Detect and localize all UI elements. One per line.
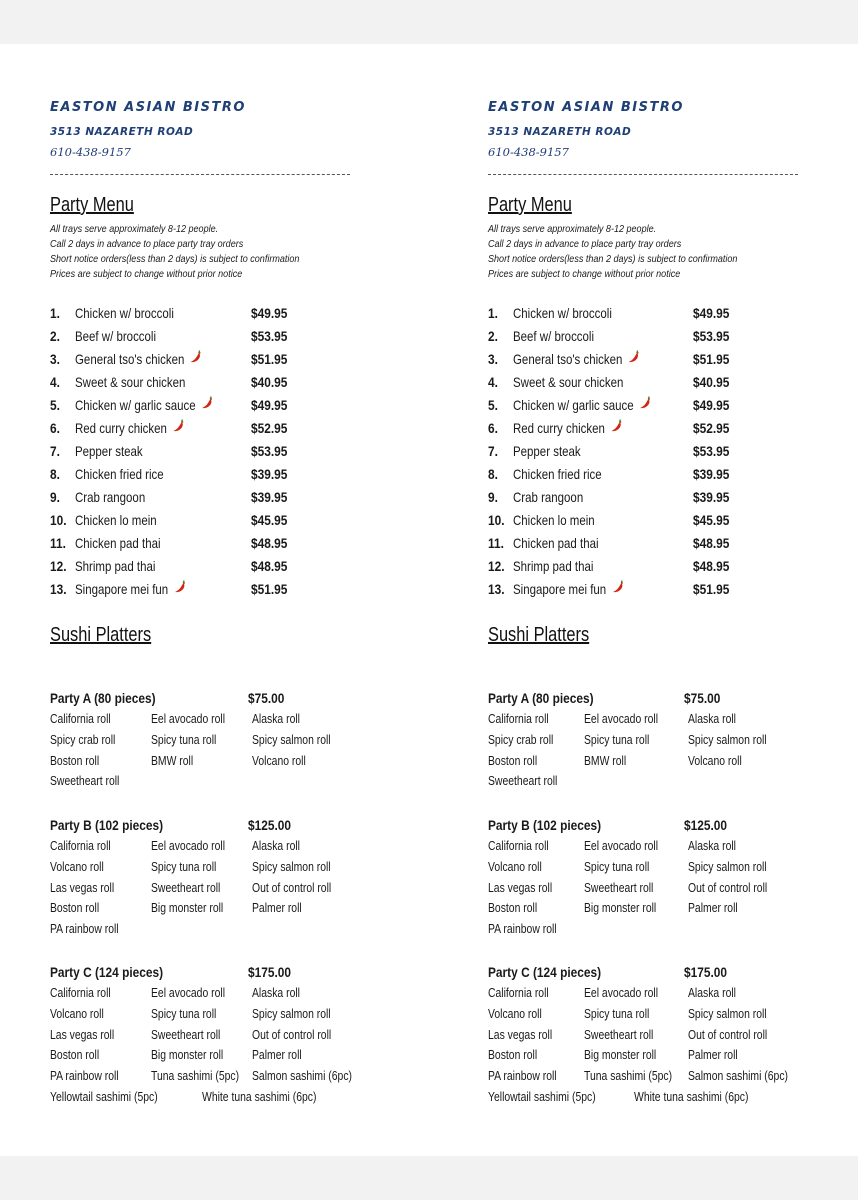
chili-pepper-icon (611, 578, 624, 601)
menu-item (488, 555, 788, 578)
item-name: Pepper steak (75, 443, 143, 459)
item-name-wrap (513, 325, 594, 348)
platter-name: Party A (80 pieces) (50, 690, 156, 706)
platter-name: Party C (124 pieces) (50, 964, 164, 980)
roll-name: Yellowtail sashimi (5pc) (488, 1088, 596, 1104)
platter-price: $75.00 (248, 690, 285, 706)
roll-name: Sweetheart roll (50, 773, 120, 789)
roll-row (488, 919, 818, 940)
item-number: 9. (488, 489, 498, 505)
roll-name: Spicy tuna roll (151, 858, 217, 874)
item-name: Chicken w/ garlic sauce (513, 397, 634, 413)
item-name-wrap (513, 509, 595, 532)
roll-name: California roll (50, 838, 111, 853)
restaurant-address: 3513 NAZARETH ROAD (488, 126, 632, 138)
item-number: 11. (488, 535, 504, 551)
menu-column-left (50, 44, 410, 1156)
roll-name: PA rainbow roll (50, 1068, 119, 1084)
note-line: All trays serve approximately 8-12 people. (488, 223, 657, 235)
roll-name: Spicy salmon roll (252, 858, 331, 874)
roll-name: PA rainbow roll (488, 921, 557, 937)
roll-row (50, 983, 380, 1004)
roll-name: Out of control roll (688, 879, 768, 895)
roll-name: Sweetheart roll (151, 1026, 221, 1042)
roll-name: Out of control roll (252, 879, 332, 895)
roll-name: Volcano roll (50, 858, 104, 874)
roll-name: Eel avocado roll (151, 711, 225, 726)
item-name: Crab rangoon (75, 489, 146, 505)
platter-header (50, 961, 380, 983)
sushi-platter (488, 814, 818, 940)
item-number: 1. (488, 305, 498, 321)
roll-name: Tuna sashimi (5pc) (584, 1068, 673, 1084)
party-menu-title: Party Menu (50, 194, 134, 216)
roll-name: Spicy salmon roll (688, 858, 767, 874)
item-number: 3. (50, 351, 60, 367)
item-name-wrap (513, 463, 602, 486)
roll-name: Eel avocado roll (151, 838, 225, 853)
roll-row (50, 1066, 380, 1087)
item-price: $49.95 (693, 305, 730, 321)
menu-item (50, 394, 350, 417)
roll-name: Spicy tuna roll (584, 858, 650, 874)
item-price: $45.95 (251, 512, 288, 528)
chili-pepper-icon (639, 394, 652, 417)
item-name-wrap (75, 394, 214, 417)
item-price: $49.95 (251, 397, 288, 413)
roll-name: Yellowtail sashimi (5pc) (50, 1088, 158, 1104)
item-number: 6. (50, 420, 60, 436)
item-name-wrap (513, 555, 593, 578)
item-name: Shrimp pad thai (75, 558, 156, 574)
dashed-divider (50, 174, 350, 175)
menu-item (488, 440, 788, 463)
roll-name: Alaska roll (252, 838, 300, 853)
roll-name: Alaska roll (252, 711, 300, 726)
roll-name: Volcano roll (252, 752, 306, 768)
item-name-wrap (75, 302, 174, 325)
item-number: 9. (50, 489, 60, 505)
roll-row (488, 751, 818, 772)
item-number: 7. (488, 443, 498, 459)
roll-name: Volcano roll (488, 1005, 542, 1021)
roll-name: Volcano roll (688, 752, 742, 768)
roll-row (50, 771, 380, 792)
roll-name: Salmon sashimi (6pc) (688, 1068, 788, 1084)
note-line: Prices are subject to change without prior notice (50, 268, 243, 280)
roll-name: Big monster roll (151, 900, 224, 916)
item-name: Beef w/ broccoli (513, 328, 595, 344)
roll-name: Eel avocado roll (584, 711, 658, 726)
platter-name: Party A (80 pieces) (488, 690, 594, 706)
note-line: Prices are subject to change without prior notice (488, 268, 681, 280)
item-number: 5. (488, 397, 498, 413)
platter-header (488, 814, 818, 836)
item-number: 1. (50, 305, 60, 321)
platter-header (488, 961, 818, 983)
sushi-platter (50, 961, 380, 1108)
roll-name: Las vegas roll (50, 1026, 115, 1042)
roll-name: Spicy tuna roll (584, 1005, 650, 1021)
item-price: $53.95 (251, 443, 288, 459)
roll-name: Boston roll (50, 1047, 100, 1063)
roll-name: Eel avocado roll (151, 985, 225, 1000)
menu-item (488, 532, 788, 555)
platter-price: $175.00 (248, 964, 292, 980)
roll-row (50, 1087, 380, 1108)
restaurant-address: 3513 NAZARETH ROAD (50, 126, 194, 138)
item-number: 2. (488, 328, 498, 344)
roll-row (50, 919, 380, 940)
menu-item (488, 348, 788, 371)
roll-row (50, 709, 380, 730)
item-name: Chicken lo mein (75, 512, 157, 528)
roll-row (488, 983, 818, 1004)
sushi-platter (488, 961, 818, 1108)
item-name: Singapore mei fun (513, 581, 607, 597)
item-price: $51.95 (251, 581, 288, 597)
item-name: Chicken pad thai (75, 535, 161, 551)
roll-row (50, 1025, 380, 1046)
menu-item (50, 555, 350, 578)
item-name-wrap (75, 371, 185, 394)
roll-name: California roll (50, 711, 111, 726)
platter-header (488, 687, 818, 709)
item-name-wrap (75, 486, 145, 509)
menu-item (50, 509, 350, 532)
item-name: Chicken pad thai (513, 535, 599, 551)
item-name-wrap (513, 417, 623, 440)
roll-row (488, 730, 818, 751)
roll-row (488, 1004, 818, 1025)
note-line: All trays serve approximately 8-12 people. (50, 223, 219, 235)
roll-name: Big monster roll (584, 1047, 657, 1063)
item-number: 8. (488, 466, 498, 482)
platter-name: Party B (102 pieces) (50, 817, 164, 833)
item-number: 11. (50, 535, 66, 551)
roll-row (488, 857, 818, 878)
platter-name: Party B (102 pieces) (488, 817, 602, 833)
item-price: $51.95 (693, 351, 730, 367)
roll-row (50, 857, 380, 878)
restaurant-phone: 610-438-9157 (50, 145, 131, 159)
roll-name: Sweetheart roll (488, 773, 558, 789)
item-price: $51.95 (693, 581, 730, 597)
item-number: 10. (488, 512, 505, 528)
roll-name: Spicy tuna roll (151, 1005, 217, 1021)
item-name: Singapore mei fun (75, 581, 169, 597)
item-price: $49.95 (251, 305, 288, 321)
roll-row (50, 1004, 380, 1025)
roll-row (50, 878, 380, 899)
menu-item (50, 486, 350, 509)
roll-name: BMW roll (151, 752, 194, 768)
platter-price: $125.00 (248, 817, 292, 833)
item-number: 10. (50, 512, 67, 528)
item-number: 4. (488, 374, 498, 390)
item-name: Beef w/ broccoli (75, 328, 157, 344)
roll-name: Eel avocado roll (584, 985, 658, 1000)
item-price: $45.95 (693, 512, 730, 528)
menu-item (488, 394, 788, 417)
item-price: $40.95 (693, 374, 730, 390)
item-price: $48.95 (251, 558, 288, 574)
party-menu-notes (50, 222, 299, 282)
roll-name: Sweetheart roll (151, 879, 221, 895)
chili-pepper-icon (189, 348, 202, 371)
item-price: $39.95 (251, 466, 288, 482)
item-price: $40.95 (251, 374, 288, 390)
item-name-wrap (513, 302, 612, 325)
menu-item (488, 417, 788, 440)
menu-column-right (488, 44, 848, 1156)
menu-item (488, 371, 788, 394)
item-name-wrap (75, 555, 155, 578)
item-name-wrap (75, 578, 186, 601)
menu-item (488, 325, 788, 348)
roll-name: Spicy tuna roll (584, 731, 650, 747)
roll-name: Big monster roll (151, 1047, 224, 1063)
roll-name: Alaska roll (688, 838, 736, 853)
item-name: Chicken w/ broccoli (75, 305, 174, 321)
item-price: $52.95 (693, 420, 730, 436)
item-name: Sweet & sour chicken (75, 374, 186, 390)
item-number: 13. (488, 581, 505, 597)
roll-name: Boston roll (488, 900, 538, 916)
roll-name: Boston roll (488, 1047, 538, 1063)
roll-name: Las vegas roll (488, 879, 553, 895)
item-name: Chicken fried rice (75, 466, 164, 482)
menu-item (488, 578, 788, 601)
roll-name: Boston roll (50, 900, 100, 916)
menu-item (50, 348, 350, 371)
roll-row (488, 878, 818, 899)
roll-name: Alaska roll (252, 985, 300, 1000)
item-name: Sweet & sour chicken (513, 374, 624, 390)
item-price: $49.95 (693, 397, 730, 413)
chili-pepper-icon (173, 578, 186, 601)
item-number: 13. (50, 581, 67, 597)
item-number: 5. (50, 397, 60, 413)
item-number: 4. (50, 374, 60, 390)
item-name: Pepper steak (513, 443, 581, 459)
dashed-divider (488, 174, 798, 175)
roll-name: Out of control roll (688, 1026, 768, 1042)
roll-name: Palmer roll (252, 900, 302, 916)
item-name-wrap (75, 463, 164, 486)
item-name: Crab rangoon (513, 489, 584, 505)
sushi-platters-title: Sushi Platters (50, 624, 152, 646)
item-number: 2. (50, 328, 60, 344)
item-price: $51.95 (251, 351, 288, 367)
roll-name: Spicy salmon roll (688, 1005, 767, 1021)
item-price: $39.95 (251, 489, 288, 505)
roll-row (488, 1087, 818, 1108)
sushi-platters-title: Sushi Platters (488, 624, 590, 646)
roll-name: Spicy salmon roll (688, 731, 767, 747)
roll-row (488, 1045, 818, 1066)
restaurant-phone: 610-438-9157 (488, 145, 569, 159)
roll-name: Alaska roll (688, 985, 736, 1000)
item-name-wrap (513, 394, 652, 417)
note-line: Short notice orders(less than 2 days) is subject to confirmation (50, 253, 300, 265)
item-name-wrap (75, 325, 156, 348)
item-number: 12. (488, 558, 505, 574)
roll-name: Sweetheart roll (584, 879, 654, 895)
item-name-wrap (513, 486, 583, 509)
platter-price: $175.00 (684, 964, 728, 980)
roll-row (488, 771, 818, 792)
roll-row (50, 1045, 380, 1066)
item-price: $53.95 (693, 443, 730, 459)
roll-name: California roll (50, 985, 111, 1000)
roll-name: Boston roll (488, 752, 538, 768)
item-price: $48.95 (251, 535, 288, 551)
note-line: Call 2 days in advance to place party tray orders (488, 238, 682, 250)
menu-item (50, 463, 350, 486)
roll-name: Las vegas roll (50, 879, 115, 895)
restaurant-name: EASTON ASIAN BISTRO (50, 100, 246, 115)
platter-name: Party C (124 pieces) (488, 964, 602, 980)
roll-name: Las vegas roll (488, 1026, 553, 1042)
roll-name: Volcano roll (50, 1005, 104, 1021)
item-name: Chicken w/ broccoli (513, 305, 612, 321)
roll-name: Tuna sashimi (5pc) (151, 1068, 240, 1084)
item-name: Chicken lo mein (513, 512, 595, 528)
roll-name: Spicy salmon roll (252, 1005, 331, 1021)
platter-price: $75.00 (684, 690, 721, 706)
party-menu-list (488, 302, 788, 601)
item-name: Chicken w/ garlic sauce (75, 397, 196, 413)
note-line: Short notice orders(less than 2 days) is subject to confirmation (488, 253, 738, 265)
note-line: Call 2 days in advance to place party tray orders (50, 238, 244, 250)
roll-name: Sweetheart roll (584, 1026, 654, 1042)
menu-item (50, 440, 350, 463)
roll-name: PA rainbow roll (488, 1068, 557, 1084)
roll-row (488, 709, 818, 730)
roll-name: Palmer roll (688, 1047, 738, 1063)
item-number: 6. (488, 420, 498, 436)
chili-pepper-icon (627, 348, 640, 371)
item-name-wrap (513, 348, 640, 371)
menu-item (50, 532, 350, 555)
roll-row (50, 730, 380, 751)
sushi-platter (50, 687, 380, 792)
item-name: Shrimp pad thai (513, 558, 594, 574)
party-menu-title: Party Menu (488, 194, 572, 216)
chili-pepper-icon (610, 417, 623, 440)
item-name: Chicken fried rice (513, 466, 602, 482)
item-number: 7. (50, 443, 60, 459)
item-price: $39.95 (693, 489, 730, 505)
item-number: 3. (488, 351, 498, 367)
roll-name: California roll (488, 838, 549, 853)
menu-item (488, 463, 788, 486)
roll-name: PA rainbow roll (50, 921, 119, 937)
item-name-wrap (513, 532, 599, 555)
roll-row (50, 751, 380, 772)
roll-name: Big monster roll (584, 900, 657, 916)
party-menu-list (50, 302, 350, 601)
roll-row (488, 836, 818, 857)
roll-row (488, 1025, 818, 1046)
item-name-wrap (75, 440, 143, 463)
menu-item (50, 578, 350, 601)
roll-name: Eel avocado roll (584, 838, 658, 853)
menu-item (50, 417, 350, 440)
item-name: General tso's chicken (513, 351, 623, 367)
item-number: 8. (50, 466, 60, 482)
sushi-platter (488, 687, 818, 792)
roll-name: Palmer roll (252, 1047, 302, 1063)
menu-item (50, 371, 350, 394)
item-name: Red curry chicken (513, 420, 605, 436)
roll-name: Spicy crab roll (488, 731, 554, 747)
roll-name: Palmer roll (688, 900, 738, 916)
item-name-wrap (75, 417, 185, 440)
roll-name: Out of control roll (252, 1026, 332, 1042)
roll-name: Spicy salmon roll (252, 731, 331, 747)
roll-name: Volcano roll (488, 858, 542, 874)
menu-item (50, 325, 350, 348)
menu-item (50, 302, 350, 325)
item-price: $48.95 (693, 535, 730, 551)
item-number: 12. (50, 558, 67, 574)
platter-header (50, 687, 380, 709)
item-name-wrap (513, 371, 623, 394)
party-menu-notes (488, 222, 737, 282)
item-price: $52.95 (251, 420, 288, 436)
roll-row (50, 836, 380, 857)
roll-name: Salmon sashimi (6pc) (252, 1068, 352, 1084)
platter-header (50, 814, 380, 836)
sushi-platter (50, 814, 380, 940)
roll-name: Spicy tuna roll (151, 731, 217, 747)
item-name: General tso's chicken (75, 351, 185, 367)
roll-name: BMW roll (584, 752, 627, 768)
item-price: $53.95 (693, 328, 730, 344)
item-name-wrap (75, 532, 161, 555)
roll-row (50, 898, 380, 919)
platter-price: $125.00 (684, 817, 728, 833)
item-name-wrap (75, 348, 202, 371)
item-name-wrap (513, 578, 624, 601)
chili-pepper-icon (172, 417, 185, 440)
menu-item (488, 509, 788, 532)
menu-item (488, 486, 788, 509)
roll-name: White tuna sashimi (6pc) (202, 1088, 317, 1104)
item-price: $53.95 (251, 328, 288, 344)
item-name-wrap (75, 509, 157, 532)
item-price: $39.95 (693, 466, 730, 482)
roll-name: Spicy crab roll (50, 731, 116, 747)
restaurant-name: EASTON ASIAN BISTRO (488, 100, 684, 115)
roll-name: Alaska roll (688, 711, 736, 726)
roll-row (488, 898, 818, 919)
item-name-wrap (513, 440, 581, 463)
menu-page (0, 44, 858, 1156)
roll-name: Boston roll (50, 752, 100, 768)
menu-item (488, 302, 788, 325)
roll-name: California roll (488, 711, 549, 726)
item-price: $48.95 (693, 558, 730, 574)
item-name: Red curry chicken (75, 420, 167, 436)
roll-row (488, 1066, 818, 1087)
roll-name: California roll (488, 985, 549, 1000)
chili-pepper-icon (201, 394, 214, 417)
roll-name: White tuna sashimi (6pc) (634, 1088, 749, 1104)
